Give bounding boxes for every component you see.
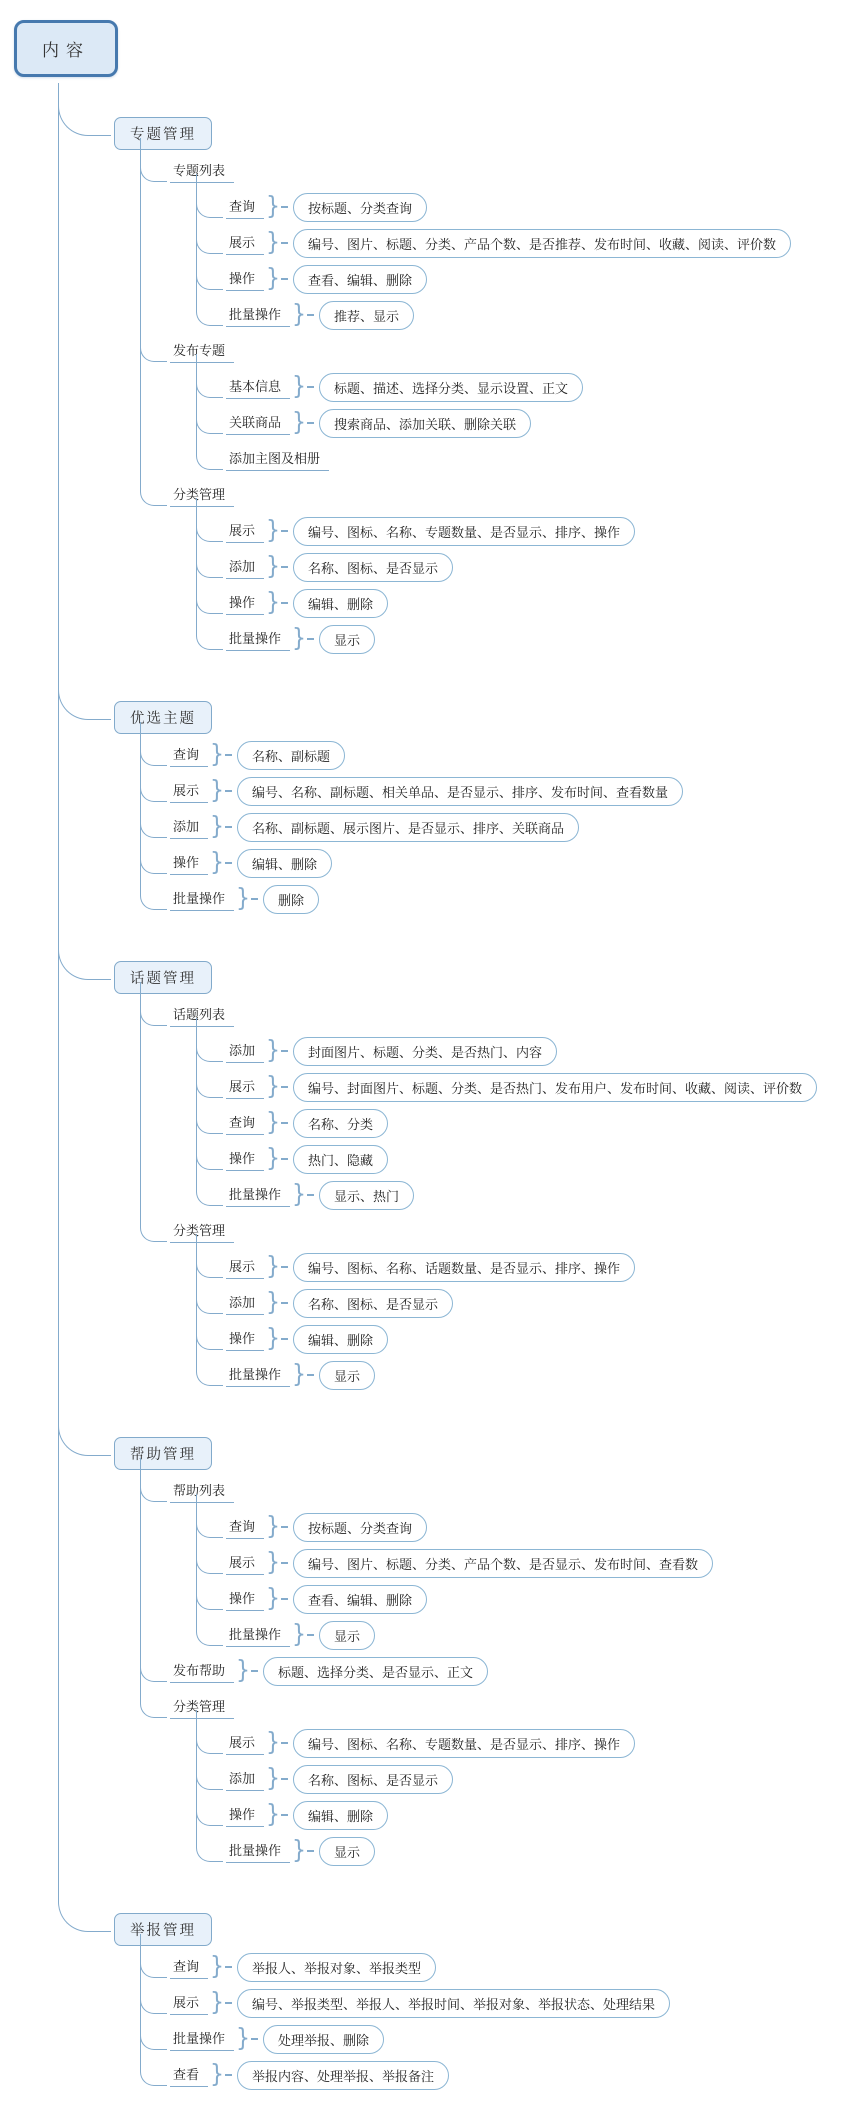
connector-tick [281, 1158, 288, 1159]
node-detail-pill[interactable]: 名称、图标、是否显示 [293, 1765, 453, 1794]
brace-connector-icon: } [266, 1144, 281, 1173]
brace-connector-icon: } [210, 848, 225, 877]
node-detail-pill[interactable]: 名称、图标、是否显示 [293, 1289, 453, 1318]
node-label[interactable]: 操作 [226, 1587, 264, 1611]
connector-tick [281, 1742, 288, 1743]
node-head [226, 1761, 845, 1797]
root-node[interactable] [14, 20, 118, 77]
node-label[interactable]: 添加 [170, 815, 208, 839]
mindmap-node [196, 1141, 845, 1177]
node-label[interactable]: 基本信息 [226, 375, 290, 399]
node-head [226, 1033, 845, 1069]
mindmap-node [140, 881, 845, 917]
node-children [196, 1249, 845, 1393]
node-detail-pill[interactable]: 查看、编辑、删除 [293, 265, 427, 294]
node-detail-pill[interactable]: 编号、图片、标题、分类、产品个数、是否推荐、发布时间、收藏、阅读、评价数 [293, 229, 791, 258]
mindmap-node [196, 1357, 845, 1393]
brace-connector-icon: } [292, 1620, 307, 1649]
node-label[interactable]: 话题列表 [170, 1003, 234, 1027]
mindmap-node [196, 297, 845, 333]
node-head [226, 441, 845, 477]
brace-connector-icon: } [266, 1324, 281, 1353]
brace-connector-icon: } [266, 1108, 281, 1137]
node-label[interactable]: 批量操作 [170, 887, 234, 911]
branch-node-box[interactable]: 帮助管理 [114, 1437, 212, 1470]
brace-connector-icon: } [266, 1512, 281, 1541]
mindmap-node [196, 1581, 845, 1617]
connector-tick [225, 2074, 232, 2075]
connector-tick [281, 1338, 288, 1339]
node-head [170, 809, 845, 845]
node-label[interactable]: 分类管理 [170, 1219, 234, 1243]
node-label[interactable]: 展示 [226, 1731, 264, 1755]
node-detail-pill[interactable]: 名称、副标题 [237, 741, 345, 770]
connector-tick [307, 1634, 314, 1635]
node-label[interactable]: 批量操作 [226, 627, 290, 651]
node-label[interactable]: 操作 [226, 591, 264, 615]
node-label[interactable]: 批量操作 [226, 1183, 290, 1207]
connector-tick [281, 1778, 288, 1779]
node-head [226, 513, 845, 549]
node-label[interactable]: 添加主图及相册 [226, 447, 329, 471]
mindmap-node [196, 1033, 845, 1069]
branch [58, 697, 845, 917]
node-label[interactable]: 发布专题 [170, 339, 234, 363]
node-detail-pill[interactable]: 标题、选择分类、是否显示、正文 [263, 1657, 488, 1686]
connector-tick [281, 1562, 288, 1563]
mindmap-node [140, 1213, 845, 1393]
node-detail-pill[interactable]: 名称、图标、是否显示 [293, 553, 453, 582]
node-detail-pill[interactable]: 举报人、举报对象、举报类型 [237, 1953, 436, 1982]
node-label[interactable]: 展示 [170, 1991, 208, 2015]
node-detail-pill[interactable]: 编号、举报类型、举报人、举报时间、举报对象、举报状态、处理结果 [237, 1989, 670, 2018]
node-head [226, 1797, 845, 1833]
node-label[interactable]: 批量操作 [226, 303, 290, 327]
node-detail-pill[interactable]: 显示 [319, 625, 375, 654]
connector-tick [225, 826, 232, 827]
brace-connector-icon: } [266, 588, 281, 617]
brace-connector-icon: } [266, 1764, 281, 1793]
node-children [196, 369, 845, 477]
mindmap-node [196, 1285, 845, 1321]
node-head [226, 1725, 845, 1761]
node-children [196, 513, 845, 657]
node-detail-pill[interactable]: 编号、图标、名称、话题数量、是否显示、排序、操作 [293, 1253, 635, 1282]
mindmap-node [140, 1689, 845, 1869]
brace-connector-icon: } [266, 1584, 281, 1613]
node-label[interactable]: 帮助列表 [170, 1479, 234, 1503]
node-detail-pill[interactable]: 编号、图片、标题、分类、产品个数、是否显示、发布时间、查看数 [293, 1549, 713, 1578]
node-head [226, 549, 845, 585]
brace-connector-icon: } [266, 192, 281, 221]
connector-tick [281, 566, 288, 567]
node-label[interactable]: 展示 [226, 1551, 264, 1575]
connector-tick [307, 1850, 314, 1851]
mindmap-node [140, 997, 845, 1213]
connector-tick [281, 1814, 288, 1815]
connector-tick [281, 278, 288, 279]
node-children [140, 153, 845, 657]
node-label[interactable]: 展示 [226, 1075, 264, 1099]
node-label[interactable]: 发布帮助 [170, 1659, 234, 1683]
connector-tick [307, 314, 314, 315]
node-label[interactable]: 展示 [226, 519, 264, 543]
node-children [140, 1949, 845, 2093]
node-children [140, 737, 845, 917]
connector-tick [281, 530, 288, 531]
node-head [226, 1321, 845, 1357]
brace-connector-icon: } [292, 1360, 307, 1389]
connector-tick [281, 1086, 288, 1087]
node-detail-pill[interactable]: 热门、隐藏 [293, 1145, 388, 1174]
brace-connector-icon: } [210, 812, 225, 841]
connector-tick [307, 638, 314, 639]
brace-connector-icon: } [210, 740, 225, 769]
node-head [170, 333, 845, 369]
node-label[interactable]: 专题列表 [170, 159, 234, 183]
node-detail-pill[interactable]: 编号、封面图片、标题、分类、是否热门、发布用户、发布时间、收藏、阅读、评价数 [293, 1073, 817, 1102]
mindmap-node [140, 477, 845, 657]
node-head [170, 737, 845, 773]
node-head [170, 1689, 845, 1725]
mindmap-node [196, 621, 845, 657]
mindmap-node [196, 1761, 845, 1797]
mindmap-node [140, 153, 845, 333]
connector-tick [251, 898, 258, 899]
node-detail-pill[interactable]: 显示 [319, 1837, 375, 1866]
brace-connector-icon: } [210, 2060, 225, 2089]
connector-tick [225, 790, 232, 791]
connector-tick [281, 1302, 288, 1303]
node-detail-pill[interactable]: 处理举报、删除 [263, 2025, 384, 2054]
node-label[interactable]: 操作 [226, 1327, 264, 1351]
node-head [226, 1105, 845, 1141]
node-head [226, 1069, 845, 1105]
branches-container [58, 113, 845, 2093]
node-head [170, 2021, 845, 2057]
connector-tick [251, 1670, 258, 1671]
mindmap-node [196, 261, 845, 297]
mindmap-node [140, 773, 845, 809]
brace-connector-icon: } [236, 2024, 251, 2053]
node-label[interactable]: 关联商品 [226, 411, 290, 435]
node-head [114, 697, 845, 737]
brace-connector-icon: } [236, 1656, 251, 1685]
node-head [114, 113, 845, 153]
node-head [226, 405, 845, 441]
node-label[interactable]: 展示 [170, 779, 208, 803]
node-label[interactable]: 批量操作 [170, 2027, 234, 2051]
node-head [170, 773, 845, 809]
mindmap-node [196, 189, 845, 225]
node-head [114, 1433, 845, 1473]
brace-connector-icon: } [266, 552, 281, 581]
brace-connector-icon: } [292, 372, 307, 401]
mindmap-node [196, 1833, 845, 1869]
node-children [196, 189, 845, 333]
connector-tick [281, 1122, 288, 1123]
node-head [170, 2057, 845, 2093]
node-detail-pill[interactable]: 编号、图标、名称、专题数量、是否显示、排序、操作 [293, 1729, 635, 1758]
node-label[interactable]: 查询 [170, 1955, 208, 1979]
mindmap-node [140, 333, 845, 477]
connector-tick [225, 862, 232, 863]
branch-node-box[interactable]: 优选主题 [114, 701, 212, 734]
node-head [226, 189, 845, 225]
node-head [226, 1357, 845, 1393]
mindmap-node [196, 1617, 845, 1653]
node-label[interactable]: 操作 [226, 267, 264, 291]
mindmap-node [196, 1545, 845, 1581]
node-detail-pill[interactable]: 编辑、删除 [293, 589, 388, 618]
node-head [226, 261, 845, 297]
brace-connector-icon: } [210, 776, 225, 805]
mindmap-node [196, 225, 845, 261]
node-label[interactable]: 查询 [226, 1111, 264, 1135]
mindmap-node [140, 737, 845, 773]
connector-tick [281, 602, 288, 603]
mindmap-node [196, 1177, 845, 1213]
branch [58, 957, 845, 1393]
node-head [226, 621, 845, 657]
node-head [226, 1617, 845, 1653]
mindmap-node [196, 369, 845, 405]
node-head [226, 1833, 845, 1869]
brace-connector-icon: } [266, 1072, 281, 1101]
brace-connector-icon: } [266, 264, 281, 293]
brace-connector-icon: } [292, 300, 307, 329]
node-label[interactable]: 批量操作 [226, 1839, 290, 1863]
mindmap-node [196, 1509, 845, 1545]
node-head [226, 297, 845, 333]
brace-connector-icon: } [266, 1548, 281, 1577]
node-detail-pill[interactable]: 搜索商品、添加关联、删除关联 [319, 409, 531, 438]
node-detail-pill[interactable]: 查看、编辑、删除 [293, 1585, 427, 1614]
node-label[interactable]: 展示 [226, 231, 264, 255]
node-detail-pill[interactable]: 编辑、删除 [293, 1325, 388, 1354]
branch-node-box[interactable]: 话题管理 [114, 961, 212, 994]
mindmap-node [196, 1249, 845, 1285]
connector-tick [281, 206, 288, 207]
node-head [226, 1285, 845, 1321]
connector-tick [225, 2002, 232, 2003]
connector-tick [307, 1374, 314, 1375]
node-head [114, 1909, 845, 1949]
node-detail-pill[interactable]: 编辑、删除 [293, 1801, 388, 1830]
connector-tick [307, 422, 314, 423]
mindmap-node [140, 1985, 845, 2021]
branch [58, 1909, 845, 2093]
node-detail-pill[interactable]: 显示、热门 [319, 1181, 414, 1210]
root-node-label: 内容 [42, 41, 90, 61]
branch [58, 113, 845, 657]
node-children [196, 1033, 845, 1213]
node-label[interactable]: 操作 [226, 1803, 264, 1827]
connector-tick [281, 1266, 288, 1267]
brace-connector-icon: } [292, 1836, 307, 1865]
brace-connector-icon: } [292, 1180, 307, 1209]
node-head [226, 1581, 845, 1617]
node-label[interactable]: 添加 [226, 1291, 264, 1315]
node-label[interactable]: 操作 [170, 851, 208, 875]
connector-tick [225, 754, 232, 755]
node-label[interactable]: 查看 [170, 2063, 208, 2087]
node-head [226, 1177, 845, 1213]
node-detail-pill[interactable]: 举报内容、处理举报、举报备注 [237, 2061, 449, 2090]
node-detail-pill[interactable]: 显示 [319, 1361, 375, 1390]
node-label[interactable]: 添加 [226, 1767, 264, 1791]
node-head [170, 1985, 845, 2021]
node-detail-pill[interactable]: 显示 [319, 1621, 375, 1650]
node-detail-pill[interactable]: 按标题、分类查询 [293, 1513, 427, 1542]
node-head [170, 1653, 845, 1689]
connector-tick [281, 1050, 288, 1051]
connector-tick [225, 1966, 232, 1967]
node-head [170, 881, 845, 917]
node-detail-pill[interactable]: 名称、副标题、展示图片、是否显示、排序、关联商品 [237, 813, 579, 842]
mindmap-node [140, 2021, 845, 2057]
node-label[interactable]: 展示 [226, 1255, 264, 1279]
node-head [170, 845, 845, 881]
node-label[interactable]: 批量操作 [226, 1363, 290, 1387]
node-head [226, 369, 845, 405]
node-detail-pill[interactable]: 按标题、分类查询 [293, 193, 427, 222]
branch [58, 1433, 845, 1869]
node-head [226, 585, 845, 621]
brace-connector-icon: } [236, 884, 251, 913]
connector-tick [251, 2038, 258, 2039]
node-head [170, 153, 845, 189]
node-label[interactable]: 添加 [226, 555, 264, 579]
node-children [140, 997, 845, 1393]
node-children [196, 1725, 845, 1869]
node-head [226, 225, 845, 261]
node-head [170, 997, 845, 1033]
mindmap-node [140, 1949, 845, 1985]
node-head [170, 477, 845, 513]
node-detail-pill[interactable]: 标题、描述、选择分类、显示设置、正文 [319, 373, 583, 402]
mindmap-node [196, 1321, 845, 1357]
node-children [140, 1473, 845, 1869]
node-detail-pill[interactable]: 删除 [263, 885, 319, 914]
connector-tick [281, 1598, 288, 1599]
mindmap-node [196, 1105, 845, 1141]
brace-connector-icon: } [266, 1728, 281, 1757]
mindmap-node [140, 1473, 845, 1653]
node-detail-pill[interactable]: 编号、名称、副标题、相关单品、是否显示、排序、发布时间、查看数量 [237, 777, 683, 806]
mindmap-node [196, 1725, 845, 1761]
mindmap-node [196, 1069, 845, 1105]
brace-connector-icon: } [210, 1988, 225, 2017]
node-label[interactable]: 分类管理 [170, 1695, 234, 1719]
mindmap-node [196, 405, 845, 441]
mindmap-node [196, 549, 845, 585]
node-children [196, 1509, 845, 1653]
node-head [226, 1141, 845, 1177]
brace-connector-icon: } [266, 1288, 281, 1317]
connector-tick [307, 386, 314, 387]
node-head [114, 957, 845, 997]
brace-connector-icon: } [292, 624, 307, 653]
mindmap-node [140, 809, 845, 845]
node-label[interactable]: 操作 [226, 1147, 264, 1171]
node-label[interactable]: 查询 [170, 743, 208, 767]
mindmap-node [140, 1653, 845, 1689]
node-head [226, 1545, 845, 1581]
brace-connector-icon: } [266, 516, 281, 545]
node-detail-pill[interactable]: 编辑、删除 [237, 849, 332, 878]
mindmap-node [196, 441, 845, 477]
brace-connector-icon: } [292, 408, 307, 437]
node-head [226, 1509, 845, 1545]
node-label[interactable]: 查询 [226, 1515, 264, 1539]
node-detail-pill[interactable]: 名称、分类 [293, 1109, 388, 1138]
brace-connector-icon: } [210, 1952, 225, 1981]
node-label[interactable]: 查询 [226, 195, 264, 219]
connector-tick [281, 242, 288, 243]
connector-tick [281, 1526, 288, 1527]
node-detail-pill[interactable]: 封面图片、标题、分类、是否热门、内容 [293, 1037, 557, 1066]
node-head [226, 1249, 845, 1285]
mindmap-node [140, 845, 845, 881]
brace-connector-icon: } [266, 1800, 281, 1829]
brace-connector-icon: } [266, 1036, 281, 1065]
node-label[interactable]: 添加 [226, 1039, 264, 1063]
mindmap-node [196, 1797, 845, 1833]
branch-node-box[interactable]: 举报管理 [114, 1913, 212, 1946]
node-label[interactable]: 批量操作 [226, 1623, 290, 1647]
node-label[interactable]: 分类管理 [170, 483, 234, 507]
brace-connector-icon: } [266, 228, 281, 257]
mindmap-node [196, 513, 845, 549]
brace-connector-icon: } [266, 1252, 281, 1281]
node-head [170, 1213, 845, 1249]
node-head [170, 1473, 845, 1509]
node-detail-pill[interactable]: 推荐、显示 [319, 301, 414, 330]
branch-node-box[interactable]: 专题管理 [114, 117, 212, 150]
connector-tick [307, 1194, 314, 1195]
mindmap-node [196, 585, 845, 621]
node-detail-pill[interactable]: 编号、图标、名称、专题数量、是否显示、排序、操作 [293, 517, 635, 546]
node-head [170, 1949, 845, 1985]
mindmap-node [140, 2057, 845, 2093]
